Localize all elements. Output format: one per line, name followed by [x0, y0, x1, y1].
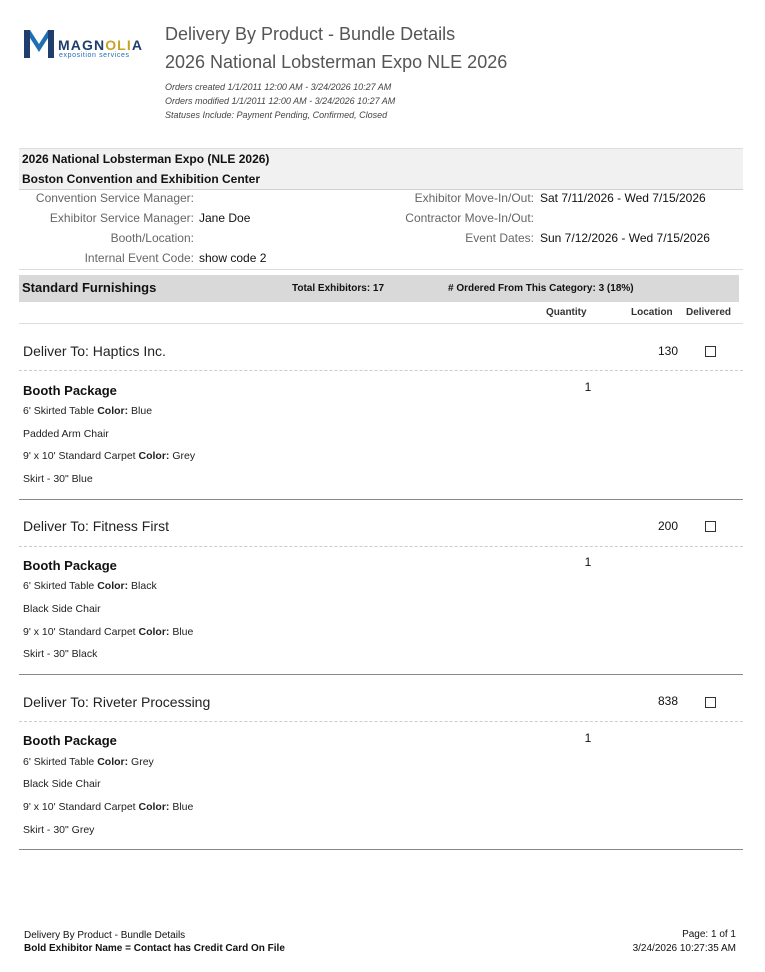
section-divider — [19, 849, 743, 850]
section-divider — [19, 499, 743, 500]
venue-name: Boston Convention and Exhibition Center — [22, 172, 260, 186]
package-item: 6' Skirted Table Color: Grey — [23, 756, 154, 768]
orders-created-filter: Orders created 1/1/2011 12:00 AM - 3/24/2026 10:27 AM — [165, 82, 392, 92]
event-dates-label: Event Dates: — [465, 231, 534, 245]
contractor-move-in-out-label: Contractor Move-In/Out: — [405, 211, 534, 225]
dashed-divider — [19, 546, 743, 547]
package-quantity: 1 — [584, 380, 592, 394]
quantity-column-header: Quantity — [546, 307, 587, 318]
booth-location-label: Booth/Location: — [110, 231, 194, 245]
package-item: 9' x 10' Standard Carpet Color: Blue — [23, 626, 194, 638]
event-name: 2026 National Lobsterman Expo (NLE 2026) — [22, 152, 270, 166]
package-item: Padded Arm Chair — [23, 428, 109, 440]
delivered-checkbox[interactable] — [705, 346, 716, 357]
ordered-from-category: # Ordered From This Category: 3 (18%) — [448, 283, 634, 294]
booth-location: 130 — [657, 344, 678, 358]
orders-modified-filter: Orders modified 1/1/2011 12:00 AM - 3/24/2026 10:27 AM — [165, 96, 396, 106]
package-item: Black Side Chair — [23, 603, 101, 615]
section-divider — [19, 674, 743, 675]
event-title: 2026 National Lobsterman Expo NLE 2026 — [165, 52, 508, 72]
dashed-divider — [19, 721, 743, 722]
internal-event-code-label: Internal Event Code: — [84, 251, 194, 265]
total-exhibitors: Total Exhibitors: 17 — [292, 283, 385, 294]
category-header — [19, 275, 739, 302]
package-name: Booth Package — [23, 558, 117, 573]
package-name: Booth Package — [23, 383, 117, 398]
footer-legend: Bold Exhibitor Name = Contact has Credit Card On File — [24, 943, 285, 954]
report-title: Delivery By Product - Bundle Details — [165, 24, 456, 44]
statuses-filter: Statuses Include: Payment Pending, Confirmed, Closed — [165, 110, 388, 120]
package-quantity: 1 — [584, 731, 592, 745]
deliver-to-exhibitor: Deliver To: Riveter Processing — [23, 694, 211, 710]
exhibitor-move-in-out-label: Exhibitor Move-In/Out: — [414, 191, 534, 205]
exhibitor-service-manager-label: Exhibitor Service Manager: — [49, 211, 194, 225]
booth-location: 838 — [657, 694, 678, 708]
package-item: 6' Skirted Table Color: Blue — [23, 405, 153, 417]
event-summary — [19, 148, 743, 190]
delivered-checkbox[interactable] — [705, 521, 716, 532]
event-details — [19, 190, 743, 270]
header-divider — [19, 323, 743, 324]
deliver-to-exhibitor: Deliver To: Haptics Inc. — [23, 343, 166, 359]
deliver-to-exhibitor: Deliver To: Fitness First — [23, 518, 169, 534]
event-dates-value: Sun 7/12/2026 - Wed 7/15/2026 — [540, 231, 710, 245]
logo-tagline: exposition services — [59, 52, 130, 59]
booth-location: 200 — [657, 519, 678, 533]
page-number: Page: 1 of 1 — [682, 929, 736, 940]
package-item: 6' Skirted Table Color: Black — [23, 580, 157, 592]
exhibitor-move-in-out-value: Sat 7/11/2026 - Wed 7/15/2026 — [540, 191, 706, 205]
package-quantity: 1 — [584, 555, 592, 569]
delivered-column-header: Delivered — [686, 307, 732, 318]
report-timestamp: 3/24/2026 10:27:35 AM — [632, 943, 736, 954]
exhibitor-service-manager-value: Jane Doe — [199, 211, 251, 225]
package-item: Skirt - 30" Black — [23, 648, 98, 660]
company-logo — [22, 26, 157, 62]
footer-report-name: Delivery By Product - Bundle Details — [24, 930, 186, 941]
internal-event-code-value: show code 2 — [199, 251, 267, 265]
package-item: Black Side Chair — [23, 778, 101, 790]
package-item: 9' x 10' Standard Carpet Color: Grey — [23, 450, 196, 462]
dashed-divider — [19, 370, 743, 371]
package-name: Booth Package — [23, 733, 117, 748]
package-item: Skirt - 30" Blue — [23, 473, 93, 485]
category-name: Standard Furnishings — [22, 280, 157, 295]
magnolia-m-icon — [22, 26, 56, 60]
convention-service-manager-label: Convention Service Manager: — [35, 191, 194, 205]
logo-wordmark: MAGNOLIA — [58, 37, 144, 53]
delivered-checkbox[interactable] — [705, 697, 716, 708]
location-column-header: Location — [631, 307, 673, 318]
package-item: Skirt - 30" Grey — [23, 824, 95, 836]
package-item: 9' x 10' Standard Carpet Color: Blue — [23, 801, 194, 813]
